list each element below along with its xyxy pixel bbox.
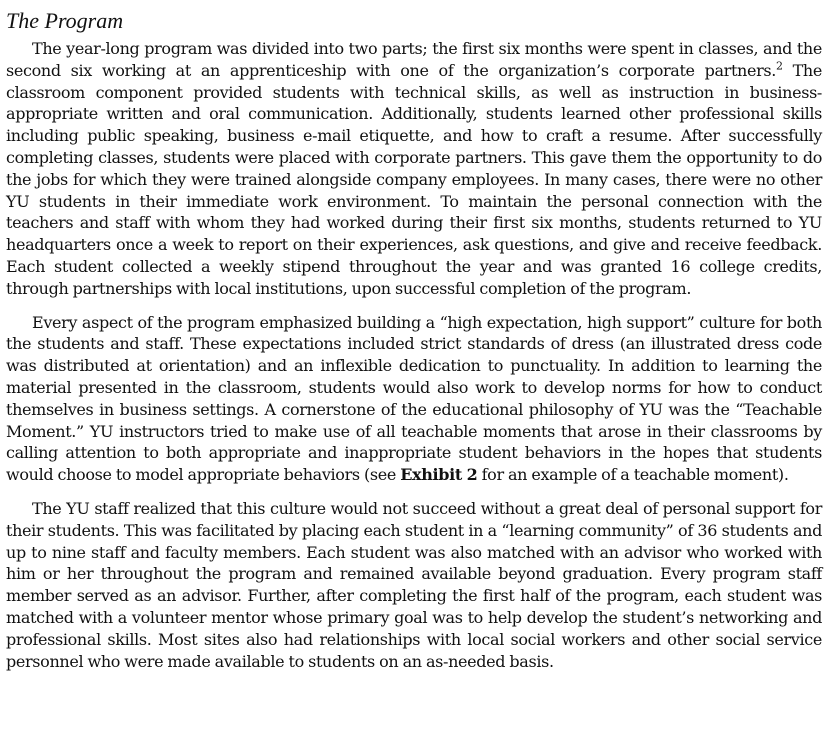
paragraph-text: Every aspect of the program emphasized building a “high expectation, high support” culture for both the students and staff. These expectations included strict standards of dress (an illustrated dress code was distributed at orientation) and an inflexible dedication to punctuality. In addition to learning the material presented in the classroom, students would also work to develop norms for how to conduct themselves in business settings. A cornerstone of the educational philosophy of YU was the “Teachable Moment.” YU instructors tried to make use of all teachable moments that arose in their classrooms by calling attention to both appropriate and inappropriate student behaviors in the hopes that students would choose to model appropriate behaviors (see xyxy=(6,312,822,485)
paragraph-text: for an example of a teachable moment). xyxy=(477,465,789,485)
section-title: The Program xyxy=(6,8,124,33)
paragraph-program-structure xyxy=(6,38,822,300)
exhibit-reference: Exhibit 2 xyxy=(400,465,478,485)
footnote-marker: 2 xyxy=(776,59,783,73)
paragraph-text: The YU staff realized that this culture would not succeed without a great deal of personal support for their students. This was facilitated by placing each student in a “learning community” of 36 students and up to nine staff and faculty members. Each student was also matched with an advisor who worked with him or her throughout the program and remained available beyond graduation. Every program staff member served as an advisor. Further, after completing the first half of the program, each student was matched with a volunteer mentor whose primary goal was to help develop the student’s networking and professional skills. Most sites also had relationships with local social workers and other social service personnel who were made available to students on an as-needed basis. xyxy=(6,498,822,671)
paragraph-support xyxy=(6,498,822,672)
paragraph-culture xyxy=(6,312,822,486)
paragraph-text: The year-long program was divided into two parts; the first six months were spent in classes, and the second six working at an apprenticeship with one of the organization’s corporate partners. xyxy=(6,39,822,80)
paragraph-text: The classroom component provided students with technical skills, as well as instruction in business-appropriate written and oral communication. Additionally, students learned other professional skills including public speaking, business e-mail etiquette, and how to craft a resume. After successfully completing classes, students were placed with corporate partners. This gave them the opportunity to do the jobs for which they were trained alongside company employees. In many cases, there were no other YU students in their immediate work environment. To maintain the personal connection with the teachers and staff with whom they had worked during their first six months, students returned to YU headquarters once a week to report on their experiences, ask questions, and give and receive feedback. Each student collected a weekly stipend throughout the year and was granted 16 college credits, through partnerships with local institutions, upon successful completion of the program. xyxy=(6,60,822,298)
